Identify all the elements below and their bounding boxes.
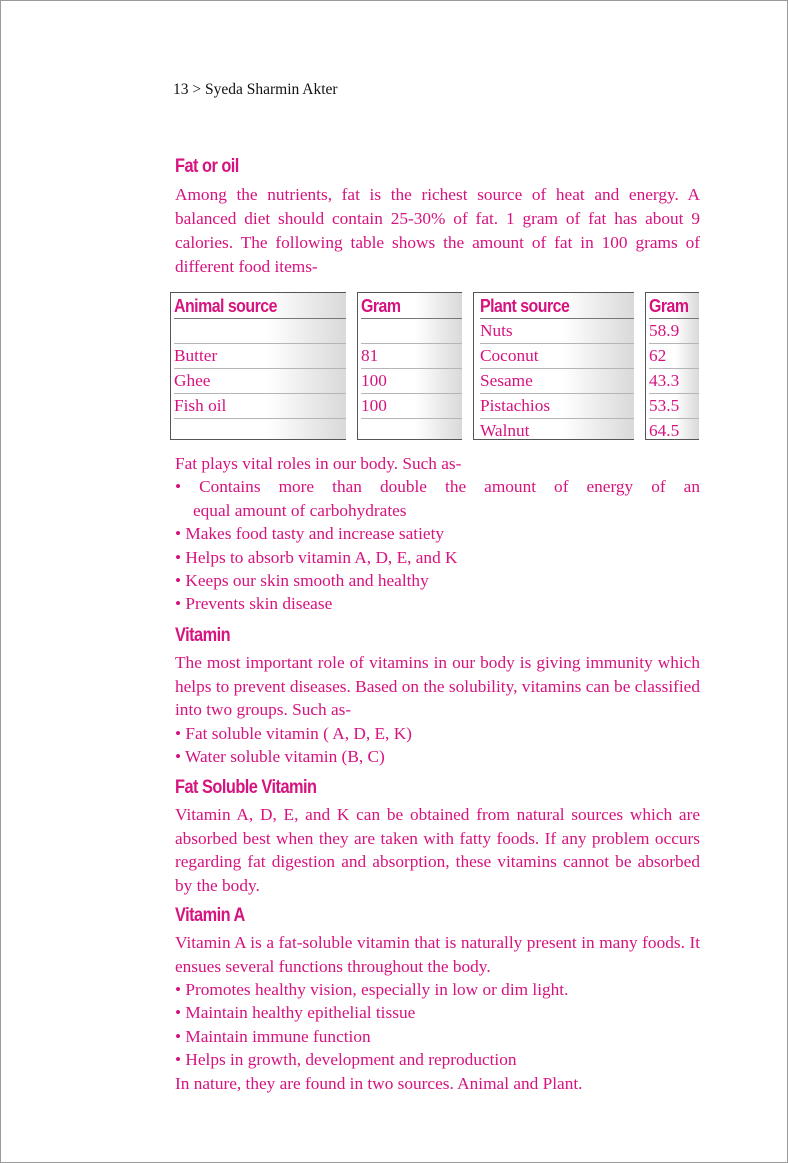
plant-source-header: Plant source <box>480 293 634 319</box>
list-item: • Maintain immune function <box>175 1026 371 1046</box>
animal-source-header: Animal source <box>174 293 346 319</box>
vitamin-a-functions-list <box>175 978 700 1095</box>
animal-gram-header: Gram <box>361 293 462 319</box>
table-cell: Fish oil <box>174 393 346 419</box>
list-item: • Helps to absorb vitamin A, D, E, and K <box>175 547 458 567</box>
vitamin-a-closing: In nature, they are found in two sources. Animal and Plant. <box>175 1073 583 1093</box>
table-cell: 100 <box>361 393 462 419</box>
fat-roles-list <box>175 452 700 616</box>
heading-vitamin-a: Vitamin A <box>175 905 245 926</box>
animal-source-column <box>170 292 346 440</box>
list-item: • Promotes healthy vision, especially in low or dim light. <box>175 980 569 999</box>
heading-vitamin: Vitamin <box>175 625 231 646</box>
vitamin-groups-list <box>175 722 700 769</box>
table-cell: Sesame <box>480 368 634 394</box>
table-cell: Ghee <box>174 368 346 394</box>
table-cell <box>174 418 346 443</box>
table-cell: Pistachios <box>480 393 634 419</box>
list-item: • Prevents skin disease <box>175 594 333 614</box>
table-cell: Coconut <box>480 343 634 369</box>
list-item: • Contains more than double the amount of energy of an <box>175 477 700 497</box>
plant-source-column <box>473 292 634 440</box>
plant-gram-column <box>645 292 699 440</box>
animal-gram-column <box>357 292 462 440</box>
table-cell <box>361 418 462 443</box>
table-cell: 43.3 <box>649 368 699 394</box>
list-item: • Makes food tasty and increase satiety <box>175 524 445 544</box>
table-cell: 100 <box>361 368 462 394</box>
list-item: • Helps in growth, development and reproduction <box>175 1050 517 1070</box>
vitamin-paragraph: The most important role of vitamins in our body is giving immunity which helps to prevent diseases. Based on the solubility, vitamins can be classified into two groups. Such as- <box>175 653 700 720</box>
plant-gram-header: Gram <box>649 293 699 319</box>
list-item-continuation: equal amount of carbohydrates <box>193 500 407 520</box>
table-cell: 58.9 <box>649 318 699 344</box>
running-head: 13 > Syeda Sharmin Akter <box>173 81 338 98</box>
fat-soluble-paragraph: Vitamin A, D, E, and K can be obtained from natural sources which are absorbed best when they are taken with fatty foods. If any problem occurs regarding fat digestion and absorption, these vitamins cannot be absorbed by the body. <box>175 805 700 895</box>
table-cell: 62 <box>649 343 699 369</box>
table-cell: Walnut <box>480 421 530 440</box>
vitamin-a-paragraph: Vitamin A is a fat-soluble vitamin that is naturally present in many foods. It ensues several functions throughout the body. <box>175 933 700 976</box>
table-cell: Butter <box>174 343 346 369</box>
table-cell: 64.5 <box>649 421 680 440</box>
list-item: • Water soluble vitamin (B, C) <box>175 747 385 767</box>
table-cell: 53.5 <box>649 393 699 419</box>
table-cell <box>174 318 346 344</box>
table-cell: 81 <box>361 343 462 369</box>
fat-roles-intro: Fat plays vital roles in our body. Such as- <box>175 454 462 473</box>
table-cell <box>361 318 462 344</box>
fat-intro-paragraph: Among the nutrients, fat is the richest source of heat and energy. A balanced diet should contain 25-30% of fat. 1 gram of fat has about 9 calories. The following table shows the amount of fat in 100 grams of different food items- <box>175 185 700 276</box>
list-item: • Maintain healthy epithelial tissue <box>175 1003 416 1023</box>
list-item: • Fat soluble vitamin ( A, D, E, K) <box>175 724 412 743</box>
heading-fat-soluble-vitamin: Fat Soluble Vitamin <box>175 777 317 798</box>
list-item: • Keeps our skin smooth and healthy <box>175 571 429 591</box>
heading-fat-or-oil: Fat or oil <box>175 156 239 177</box>
table-cell: Nuts <box>480 318 634 344</box>
